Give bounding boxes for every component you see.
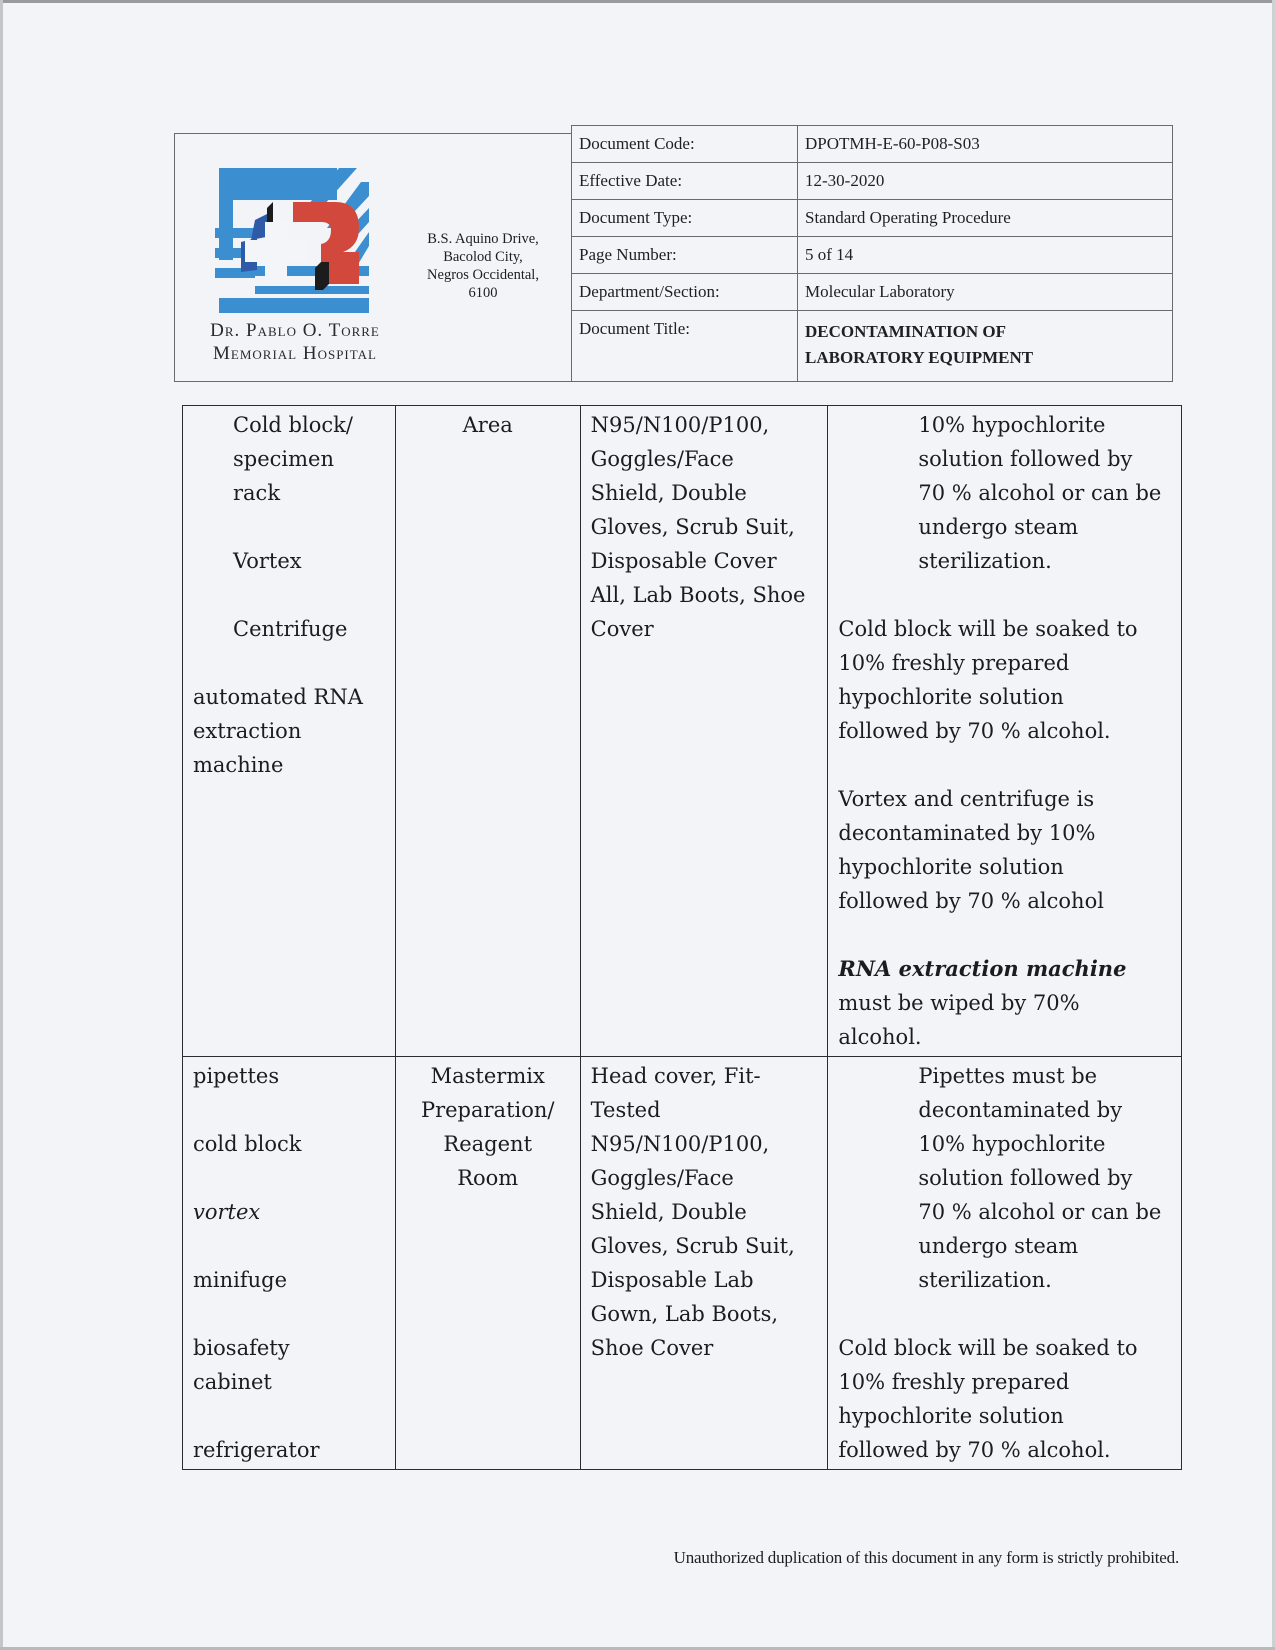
procedure-line: decontaminated by 10% <box>838 821 1096 845</box>
meta-label: Effective Date: <box>572 163 798 200</box>
ppe-line: Tested <box>590 1098 661 1122</box>
procedure-line: Pipettes must be <box>918 1064 1098 1088</box>
equipment-item: extraction <box>193 719 302 743</box>
ppe-line: Shield, Double <box>590 1200 747 1224</box>
duplication-notice: Unauthorized duplication of this document in any form is strictly prohibited. <box>673 1548 1179 1567</box>
equipment-item: Cold block/ <box>233 413 353 437</box>
ppe-line: Head cover, Fit- <box>590 1064 761 1088</box>
equipment-item: cold block <box>193 1132 302 1156</box>
area-text: Mastermix <box>430 1064 545 1088</box>
procedure-cell <box>828 1057 1182 1470</box>
equipment-cell <box>183 1057 396 1470</box>
address-line: Negros Occidental, <box>427 267 539 283</box>
procedure-line: decontaminated by <box>918 1098 1123 1122</box>
meta-label: Document Title: <box>572 311 798 382</box>
procedure-line: hypochlorite solution <box>838 1404 1064 1428</box>
equipment-item: cabinet <box>193 1370 272 1394</box>
ppe-line: N95/N100/P100, <box>590 413 770 437</box>
ppe-cell <box>580 1057 828 1470</box>
procedure-line: solution followed by <box>918 447 1133 471</box>
procedure-line: followed by 70 % alcohol. <box>838 719 1111 743</box>
area-text: Area <box>462 413 513 437</box>
area-text: Reagent <box>443 1132 533 1156</box>
meta-row-document-title <box>572 311 1173 382</box>
procedure-emphasis: RNA extraction machine <box>838 956 1127 981</box>
hospital-name-line-2: Memorial Hospital <box>213 343 377 364</box>
area-text: Preparation/ <box>420 1098 555 1122</box>
ppe-line: Disposable Lab <box>590 1268 754 1292</box>
equipment-item: rack <box>233 481 281 505</box>
equipment-item: vortex <box>193 1200 261 1224</box>
equipment-item: specimen <box>233 447 334 471</box>
equipment-cell <box>183 406 396 1057</box>
equipment-item: Centrifuge <box>233 617 348 641</box>
meta-row-page-number <box>572 237 1173 274</box>
procedure-line: followed by 70 % alcohol. <box>838 1438 1111 1462</box>
area-text: Room <box>457 1166 519 1190</box>
ppe-line: Goggles/Face <box>590 1166 734 1190</box>
ppe-line: Cover <box>590 617 654 641</box>
equipment-item: Vortex <box>233 549 302 573</box>
address-line: 6100 <box>468 285 498 301</box>
meta-label: Document Type: <box>572 200 798 237</box>
ppe-line: N95/N100/P100, <box>590 1132 770 1156</box>
meta-value-effective-date: 12-30-2020 <box>798 163 1173 200</box>
procedure-line: undergo steam <box>918 1234 1079 1258</box>
procedure-line: 10% hypochlorite <box>918 413 1106 437</box>
meta-value-document-type: Standard Operating Procedure <box>798 200 1173 237</box>
meta-value-document-code: DPOTMH-E-60-P08-S03 <box>798 126 1173 163</box>
procedure-cell <box>828 406 1182 1057</box>
procedure-line: 70 % alcohol or can be <box>918 1200 1162 1224</box>
scan-edge-top <box>0 0 1275 3</box>
hospital-logo-icon <box>211 166 371 316</box>
ppe-line: Gloves, Scrub Suit, <box>590 1234 795 1258</box>
ppe-line: Disposable Cover <box>590 549 777 573</box>
ppe-cell <box>580 406 828 1057</box>
meta-value-page-number: 5 of 14 <box>798 237 1173 274</box>
address-line: Bacolod City, <box>443 249 523 265</box>
address-line: B.S. Aquino Drive, <box>427 231 539 247</box>
procedure-line: Vortex and centrifuge is <box>838 787 1095 811</box>
equipment-item: machine <box>193 753 284 777</box>
equipment-decontamination-table <box>182 405 1182 1470</box>
meta-row-document-code <box>572 126 1173 163</box>
procedure-line: 70 % alcohol or can be <box>918 481 1162 505</box>
document-title-line-2: LABORATORY EQUIPMENT <box>805 348 1034 367</box>
ppe-line: Shield, Double <box>590 481 747 505</box>
ppe-line: Goggles/Face <box>590 447 734 471</box>
scan-edge-left <box>0 0 3 1650</box>
area-cell <box>395 1057 580 1470</box>
procedure-line: solution followed by <box>918 1166 1133 1190</box>
meta-row-document-type <box>572 200 1173 237</box>
ppe-line: All, Lab Boots, Shoe <box>590 583 806 607</box>
procedure-line: 10% freshly prepared <box>838 1370 1070 1394</box>
hospital-address <box>403 230 563 302</box>
meta-row-effective-date <box>572 163 1173 200</box>
table-row <box>183 406 1182 1057</box>
equipment-item: biosafety <box>193 1336 290 1360</box>
equipment-item: refrigerator <box>193 1438 320 1462</box>
hospital-name-line-1: Dr. Pablo O. Torre <box>210 320 380 341</box>
equipment-item: minifuge <box>193 1268 288 1292</box>
procedure-line: Cold block will be soaked to <box>838 1336 1138 1360</box>
procedure-line: Cold block will be soaked to <box>838 617 1138 641</box>
table-row <box>183 1057 1182 1470</box>
procedure-line: sterilization. <box>918 549 1052 573</box>
equipment-item: automated RNA <box>193 685 363 709</box>
meta-label: Page Number: <box>572 237 798 274</box>
procedure-line: alcohol. <box>838 1025 922 1049</box>
procedure-line: must be wiped by 70% <box>838 991 1080 1015</box>
procedure-line: hypochlorite solution <box>838 855 1064 879</box>
procedure-line: 10% freshly prepared <box>838 651 1070 675</box>
document-header <box>174 133 572 382</box>
meta-value-document-title <box>798 311 1173 382</box>
meta-label: Department/Section: <box>572 274 798 311</box>
document-title-line-1: DECONTAMINATION OF <box>805 322 1007 341</box>
meta-label: Document Code: <box>572 126 798 163</box>
equipment-item: pipettes <box>193 1064 280 1088</box>
ppe-line: Gown, Lab Boots, <box>590 1302 779 1326</box>
procedure-line: 10% hypochlorite <box>918 1132 1106 1156</box>
document-meta-table <box>571 125 1173 382</box>
procedure-line: sterilization. <box>918 1268 1052 1292</box>
area-cell <box>395 406 580 1057</box>
hospital-name <box>185 319 405 365</box>
meta-row-department <box>572 274 1173 311</box>
procedure-line: hypochlorite solution <box>838 685 1064 709</box>
procedure-line: followed by 70 % alcohol <box>838 889 1104 913</box>
ppe-line: Shoe Cover <box>590 1336 714 1360</box>
procedure-line: undergo steam <box>918 515 1079 539</box>
ppe-line: Gloves, Scrub Suit, <box>590 515 795 539</box>
meta-value-department: Molecular Laboratory <box>798 274 1173 311</box>
